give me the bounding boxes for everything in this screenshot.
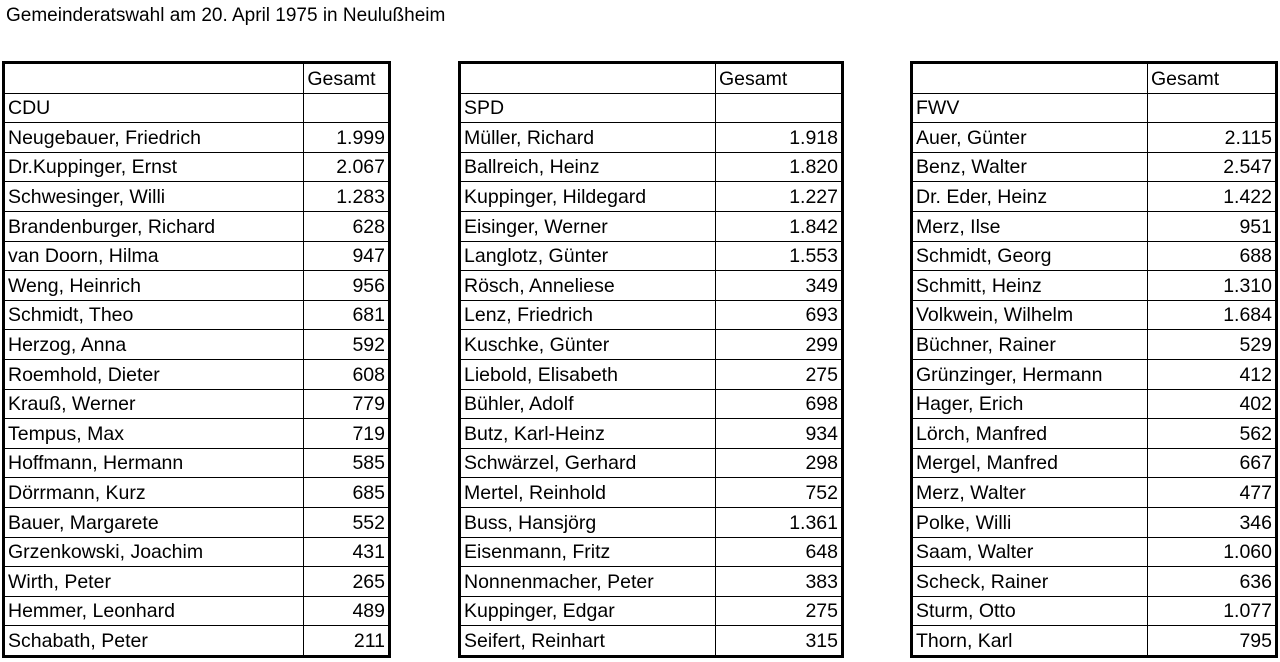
table-row: [912, 271, 1277, 301]
candidate-total: 2.067: [304, 152, 390, 182]
candidate-name: Dörrmann, Kurz: [4, 478, 304, 508]
candidate-name: Kuschke, Günter: [460, 330, 716, 360]
candidate-total: 585: [304, 448, 390, 478]
candidate-name: Brandenburger, Richard: [4, 211, 304, 241]
table-row: [460, 596, 843, 626]
candidate-total: 752: [716, 478, 843, 508]
table-row: [460, 123, 843, 153]
candidate-total: 349: [716, 271, 843, 301]
candidate-total: 698: [716, 389, 843, 419]
candidate-total: 383: [716, 567, 843, 597]
candidate-name: Schabath, Peter: [4, 626, 304, 657]
candidate-name: Butz, Karl-Heinz: [460, 419, 716, 449]
table-row: [4, 330, 390, 360]
table-row: [460, 567, 843, 597]
table-row: [912, 596, 1277, 626]
candidate-total: 265: [304, 567, 390, 597]
candidate-name: Saam, Walter: [912, 537, 1148, 567]
party-table-cdu: [2, 61, 391, 658]
table-header-row: [460, 63, 843, 94]
column-header-total: Gesamt: [716, 63, 843, 94]
candidate-total: 719: [304, 419, 390, 449]
table-row: [4, 507, 390, 537]
candidate-total: 779: [304, 389, 390, 419]
candidate-name: Grzenkowski, Joachim: [4, 537, 304, 567]
candidate-total: 298: [716, 448, 843, 478]
table-row: [912, 389, 1277, 419]
table-row: [912, 419, 1277, 449]
party-table-spd: [458, 61, 844, 658]
page-title: Gemeinderatswahl am 20. April 1975 in Neulußheim: [6, 5, 446, 26]
candidate-total: 1.820: [716, 152, 843, 182]
candidate-name: Buss, Hansjörg: [460, 507, 716, 537]
candidate-total: 681: [304, 300, 390, 330]
candidate-name: Herzog, Anna: [4, 330, 304, 360]
candidate-name: Scheck, Rainer: [912, 567, 1148, 597]
candidate-total: 346: [1147, 507, 1276, 537]
table-row: [4, 389, 390, 419]
candidate-name: Merz, Ilse: [912, 211, 1148, 241]
table-row: [460, 478, 843, 508]
table-row: [912, 211, 1277, 241]
candidate-name: Seifert, Reinhart: [460, 626, 716, 657]
candidate-name: Hager, Erich: [912, 389, 1148, 419]
candidate-name: Eisinger, Werner: [460, 211, 716, 241]
table-row: [912, 359, 1277, 389]
candidate-total: 1.060: [1147, 537, 1276, 567]
candidate-total: 552: [304, 507, 390, 537]
candidate-total: 693: [716, 300, 843, 330]
candidate-name: Lörch, Manfred: [912, 419, 1148, 449]
table-row: [460, 359, 843, 389]
candidate-total: 1.227: [716, 182, 843, 212]
candidate-total: 1.077: [1147, 596, 1276, 626]
table-row: [4, 537, 390, 567]
table-row: [4, 596, 390, 626]
candidate-total: 315: [716, 626, 843, 657]
table-row: [912, 626, 1277, 657]
column-header-total: Gesamt: [304, 63, 390, 94]
candidate-name: Auer, Günter: [912, 123, 1148, 153]
candidate-total: 299: [716, 330, 843, 360]
table-row: [4, 300, 390, 330]
table-row: [460, 626, 843, 657]
candidate-name: Dr.Kuppinger, Ernst: [4, 152, 304, 182]
candidate-total: 628: [304, 211, 390, 241]
table-row: [912, 537, 1277, 567]
table-row: [912, 478, 1277, 508]
table-row: [4, 271, 390, 301]
candidate-name: Sturm, Otto: [912, 596, 1148, 626]
party-name: FWV: [912, 93, 1148, 123]
candidate-name: Lenz, Friedrich: [460, 300, 716, 330]
column-header-total: Gesamt: [1147, 63, 1276, 94]
candidate-name: Weng, Heinrich: [4, 271, 304, 301]
candidate-name: Hoffmann, Hermann: [4, 448, 304, 478]
candidate-total: 275: [716, 359, 843, 389]
candidate-name: Dr. Eder, Heinz: [912, 182, 1148, 212]
candidate-name: Hemmer, Leonhard: [4, 596, 304, 626]
candidate-name: Mergel, Manfred: [912, 448, 1148, 478]
table-row: [460, 241, 843, 271]
candidate-total: 1.310: [1147, 271, 1276, 301]
table-row: [912, 152, 1277, 182]
candidate-total: 636: [1147, 567, 1276, 597]
candidate-total: 685: [304, 478, 390, 508]
candidate-total: 562: [1147, 419, 1276, 449]
table-row: [912, 241, 1277, 271]
candidate-total: 1.842: [716, 211, 843, 241]
table-row: [912, 330, 1277, 360]
party-name-empty-cell: [304, 93, 390, 123]
table-header-row: [912, 63, 1277, 94]
table-row: [4, 182, 390, 212]
party-table-fwv: [910, 61, 1278, 658]
candidate-total: 592: [304, 330, 390, 360]
party-name-row: [4, 93, 390, 123]
candidate-name: Krauß, Werner: [4, 389, 304, 419]
table-row: [4, 211, 390, 241]
party-name: CDU: [4, 93, 304, 123]
candidate-total: 951: [1147, 211, 1276, 241]
candidate-total: 667: [1147, 448, 1276, 478]
table-row: [4, 448, 390, 478]
candidate-name: Neugebauer, Friedrich: [4, 123, 304, 153]
candidate-name: Wirth, Peter: [4, 567, 304, 597]
table-row: [460, 300, 843, 330]
candidate-total: 608: [304, 359, 390, 389]
candidate-total: 1.999: [304, 123, 390, 153]
party-name-empty-cell: [716, 93, 843, 123]
table-row: [460, 507, 843, 537]
candidate-total: 688: [1147, 241, 1276, 271]
candidate-total: 275: [716, 596, 843, 626]
header-empty-cell: [4, 63, 304, 94]
candidate-name: Thorn, Karl: [912, 626, 1148, 657]
table-row: [912, 448, 1277, 478]
candidate-name: Tempus, Max: [4, 419, 304, 449]
candidate-name: Kuppinger, Hildegard: [460, 182, 716, 212]
header-empty-cell: [460, 63, 716, 94]
candidate-total: 2.547: [1147, 152, 1276, 182]
table-row: [912, 182, 1277, 212]
candidate-total: 956: [304, 271, 390, 301]
candidate-name: Kuppinger, Edgar: [460, 596, 716, 626]
party-name: SPD: [460, 93, 716, 123]
candidate-total: 1.422: [1147, 182, 1276, 212]
candidate-name: Schmidt, Theo: [4, 300, 304, 330]
candidate-name: Ballreich, Heinz: [460, 152, 716, 182]
candidate-name: Benz, Walter: [912, 152, 1148, 182]
candidate-name: Schmitt, Heinz: [912, 271, 1148, 301]
table-row: [4, 567, 390, 597]
table-row: [460, 419, 843, 449]
table-row: [912, 567, 1277, 597]
candidate-total: 1.283: [304, 182, 390, 212]
candidate-name: Schmidt, Georg: [912, 241, 1148, 271]
candidate-total: 934: [716, 419, 843, 449]
party-name-row: [912, 93, 1277, 123]
candidate-total: 1.684: [1147, 300, 1276, 330]
candidate-total: 1.361: [716, 507, 843, 537]
candidate-total: 947: [304, 241, 390, 271]
party-name-empty-cell: [1147, 93, 1276, 123]
table-row: [460, 448, 843, 478]
candidate-name: Eisenmann, Fritz: [460, 537, 716, 567]
candidate-total: 431: [304, 537, 390, 567]
candidate-name: Mertel, Reinhold: [460, 478, 716, 508]
table-row: [912, 123, 1277, 153]
table-row: [460, 271, 843, 301]
candidate-name: Grünzinger, Hermann: [912, 359, 1148, 389]
table-row: [4, 419, 390, 449]
candidate-total: 477: [1147, 478, 1276, 508]
candidate-name: Polke, Willi: [912, 507, 1148, 537]
table-row: [460, 211, 843, 241]
header-empty-cell: [912, 63, 1148, 94]
candidate-total: 211: [304, 626, 390, 657]
candidate-name: Langlotz, Günter: [460, 241, 716, 271]
table-row: [4, 626, 390, 657]
table-row: [460, 182, 843, 212]
candidate-name: Büchner, Rainer: [912, 330, 1148, 360]
party-name-row: [460, 93, 843, 123]
table-row: [4, 241, 390, 271]
candidate-total: 412: [1147, 359, 1276, 389]
candidate-total: 2.115: [1147, 123, 1276, 153]
candidate-total: 529: [1147, 330, 1276, 360]
table-row: [4, 152, 390, 182]
candidate-total: 1.918: [716, 123, 843, 153]
table-row: [460, 537, 843, 567]
candidate-name: Schwesinger, Willi: [4, 182, 304, 212]
candidate-name: Bauer, Margarete: [4, 507, 304, 537]
candidate-name: Liebold, Elisabeth: [460, 359, 716, 389]
table-row: [4, 123, 390, 153]
candidate-name: Schwärzel, Gerhard: [460, 448, 716, 478]
table-row: [460, 389, 843, 419]
table-row: [4, 359, 390, 389]
table-row: [460, 330, 843, 360]
candidate-name: Nonnenmacher, Peter: [460, 567, 716, 597]
table-row: [912, 507, 1277, 537]
table-row: [4, 478, 390, 508]
candidate-total: 1.553: [716, 241, 843, 271]
table-row: [912, 300, 1277, 330]
candidate-name: Müller, Richard: [460, 123, 716, 153]
table-header-row: [4, 63, 390, 94]
candidate-name: Rösch, Anneliese: [460, 271, 716, 301]
candidate-name: Volkwein, Wilhelm: [912, 300, 1148, 330]
candidate-total: 402: [1147, 389, 1276, 419]
candidate-name: Roemhold, Dieter: [4, 359, 304, 389]
candidate-name: van Doorn, Hilma: [4, 241, 304, 271]
candidate-name: Merz, Walter: [912, 478, 1148, 508]
candidate-total: 489: [304, 596, 390, 626]
candidate-total: 648: [716, 537, 843, 567]
candidate-name: Bühler, Adolf: [460, 389, 716, 419]
candidate-total: 795: [1147, 626, 1276, 657]
table-row: [460, 152, 843, 182]
